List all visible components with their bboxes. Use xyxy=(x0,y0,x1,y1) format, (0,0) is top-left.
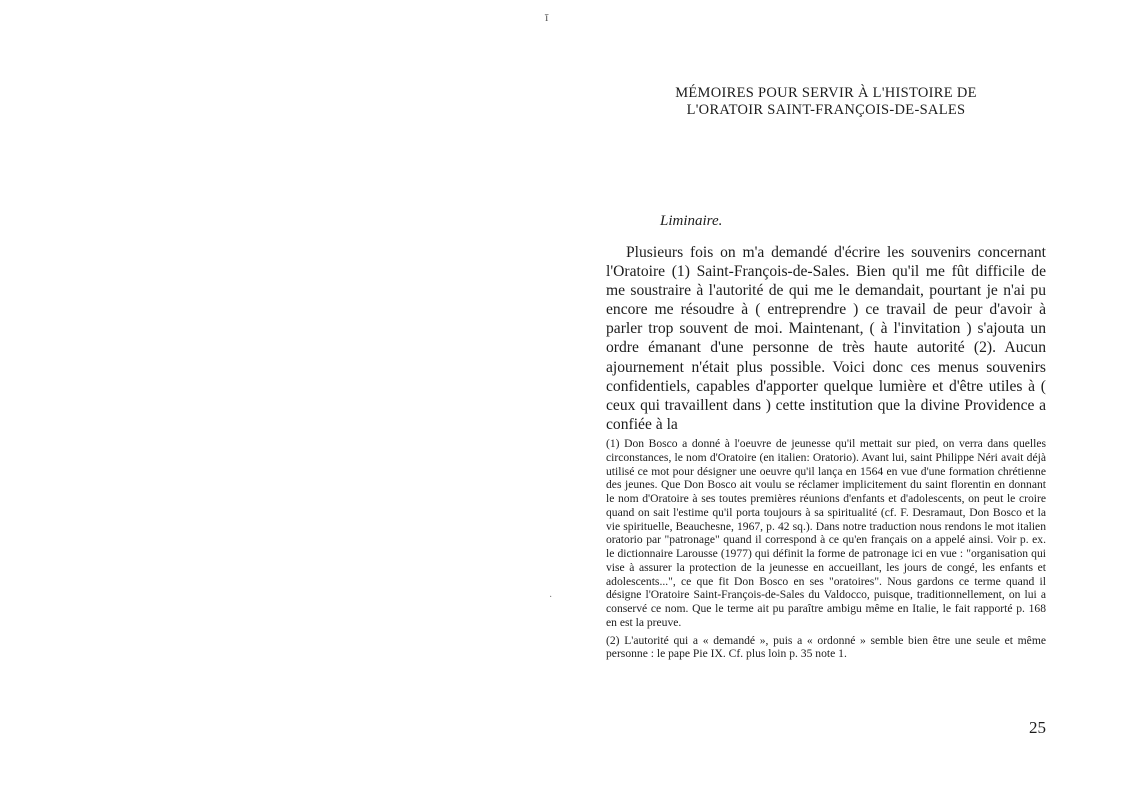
title-line-1: MÉMOIRES POUR SERVIR À L'HISTOIRE DE xyxy=(675,85,977,101)
footnote-1: (1) Don Bosco a donné à l'oeuvre de jeunesse qu'il mettait sur pied, on verra dans quelles circonstances, le nom d'Oratoire (en italien: Oratorio). Avant lui, saint Philippe Néri avait déjà utilisé ce mot pour désigner une oeuvre qu'il lança en 1564 en vue d'une formation chrétienne des jeunes. Que Don Bosco ait voulu se réclamer implicitement du saint florentin en donnant le nom d'Oratoire à ses toutes premières réunions d'enfants et d'adolescents, on peut le croire quand on sait l'estime qu'il porta toujours à sa spiritualité (cf. F. Desramaut, Don Bosco et la vie spirituelle, Beauchesne, 1967, p. 42 sq.). Dans notre traduction nous rendons le mot italien oratorio par "patronage" quand il correspond à ce qu'en français on a appelé ainsi. Voir p. ex. le dictionnaire Larousse (1977) qui définit la forme de patronage ici en vue : "organisation qui vise à assurer la protection de la jeunesse en accueillant, les jours de congé, les enfants et adolescents...", ce que fit Don Bosco en ses "oratoires". Nous gardons ce terme quand il désigne l'Oratoire Saint-François-de-Sales du Valdocco, puisque, traditionnellement, on lui a conservé ce nom. Que le terme ait pu paraître ambigu même en Italie, le fait rapporté p. 168 en est la preuve. xyxy=(606,437,1046,629)
main-paragraph: Plusieurs fois on m'a demandé d'écrire les souvenirs concernant l'Oratoire (1) Saint-François-de-Sales. Bien qu'il me fût difficile de me soustraire à l'autorité de qui me le demandait, pourtant je n'ai pu encore me résoudre à ( entreprendre ) ce travail de peur d'avoir à parler trop souvent de moi. Maintenant, ( à l'invitation ) s'ajouta un ordre émanant d'une personne de très haute autorité (2). Aucun ajournement n'était plus possible. Voici donc ces menus souvenirs confidentiels, capables d'apporter quelque lumière et d'être utiles à ( ceux qui travaillent dans ) cette institution que la divine Providence a confiée à la xyxy=(606,244,1046,433)
page-title xyxy=(606,85,1046,119)
book-page xyxy=(606,85,1046,737)
footnotes xyxy=(606,437,1046,661)
title-line-2: L'ORATOIR SAINT-FRANÇOIS-DE-SALES xyxy=(686,102,966,118)
margin-mark: ī xyxy=(545,10,549,24)
footnote-2: (2) L'autorité qui a « demandé », puis a « ordonné » semble bien être une seule et même personne : le pape Pie IX. Cf. plus loin p. 35 note 1. xyxy=(606,633,1046,661)
section-heading: Liminaire. xyxy=(660,213,723,229)
page-number: 25 xyxy=(1029,718,1046,737)
margin-dot: · xyxy=(549,592,553,603)
